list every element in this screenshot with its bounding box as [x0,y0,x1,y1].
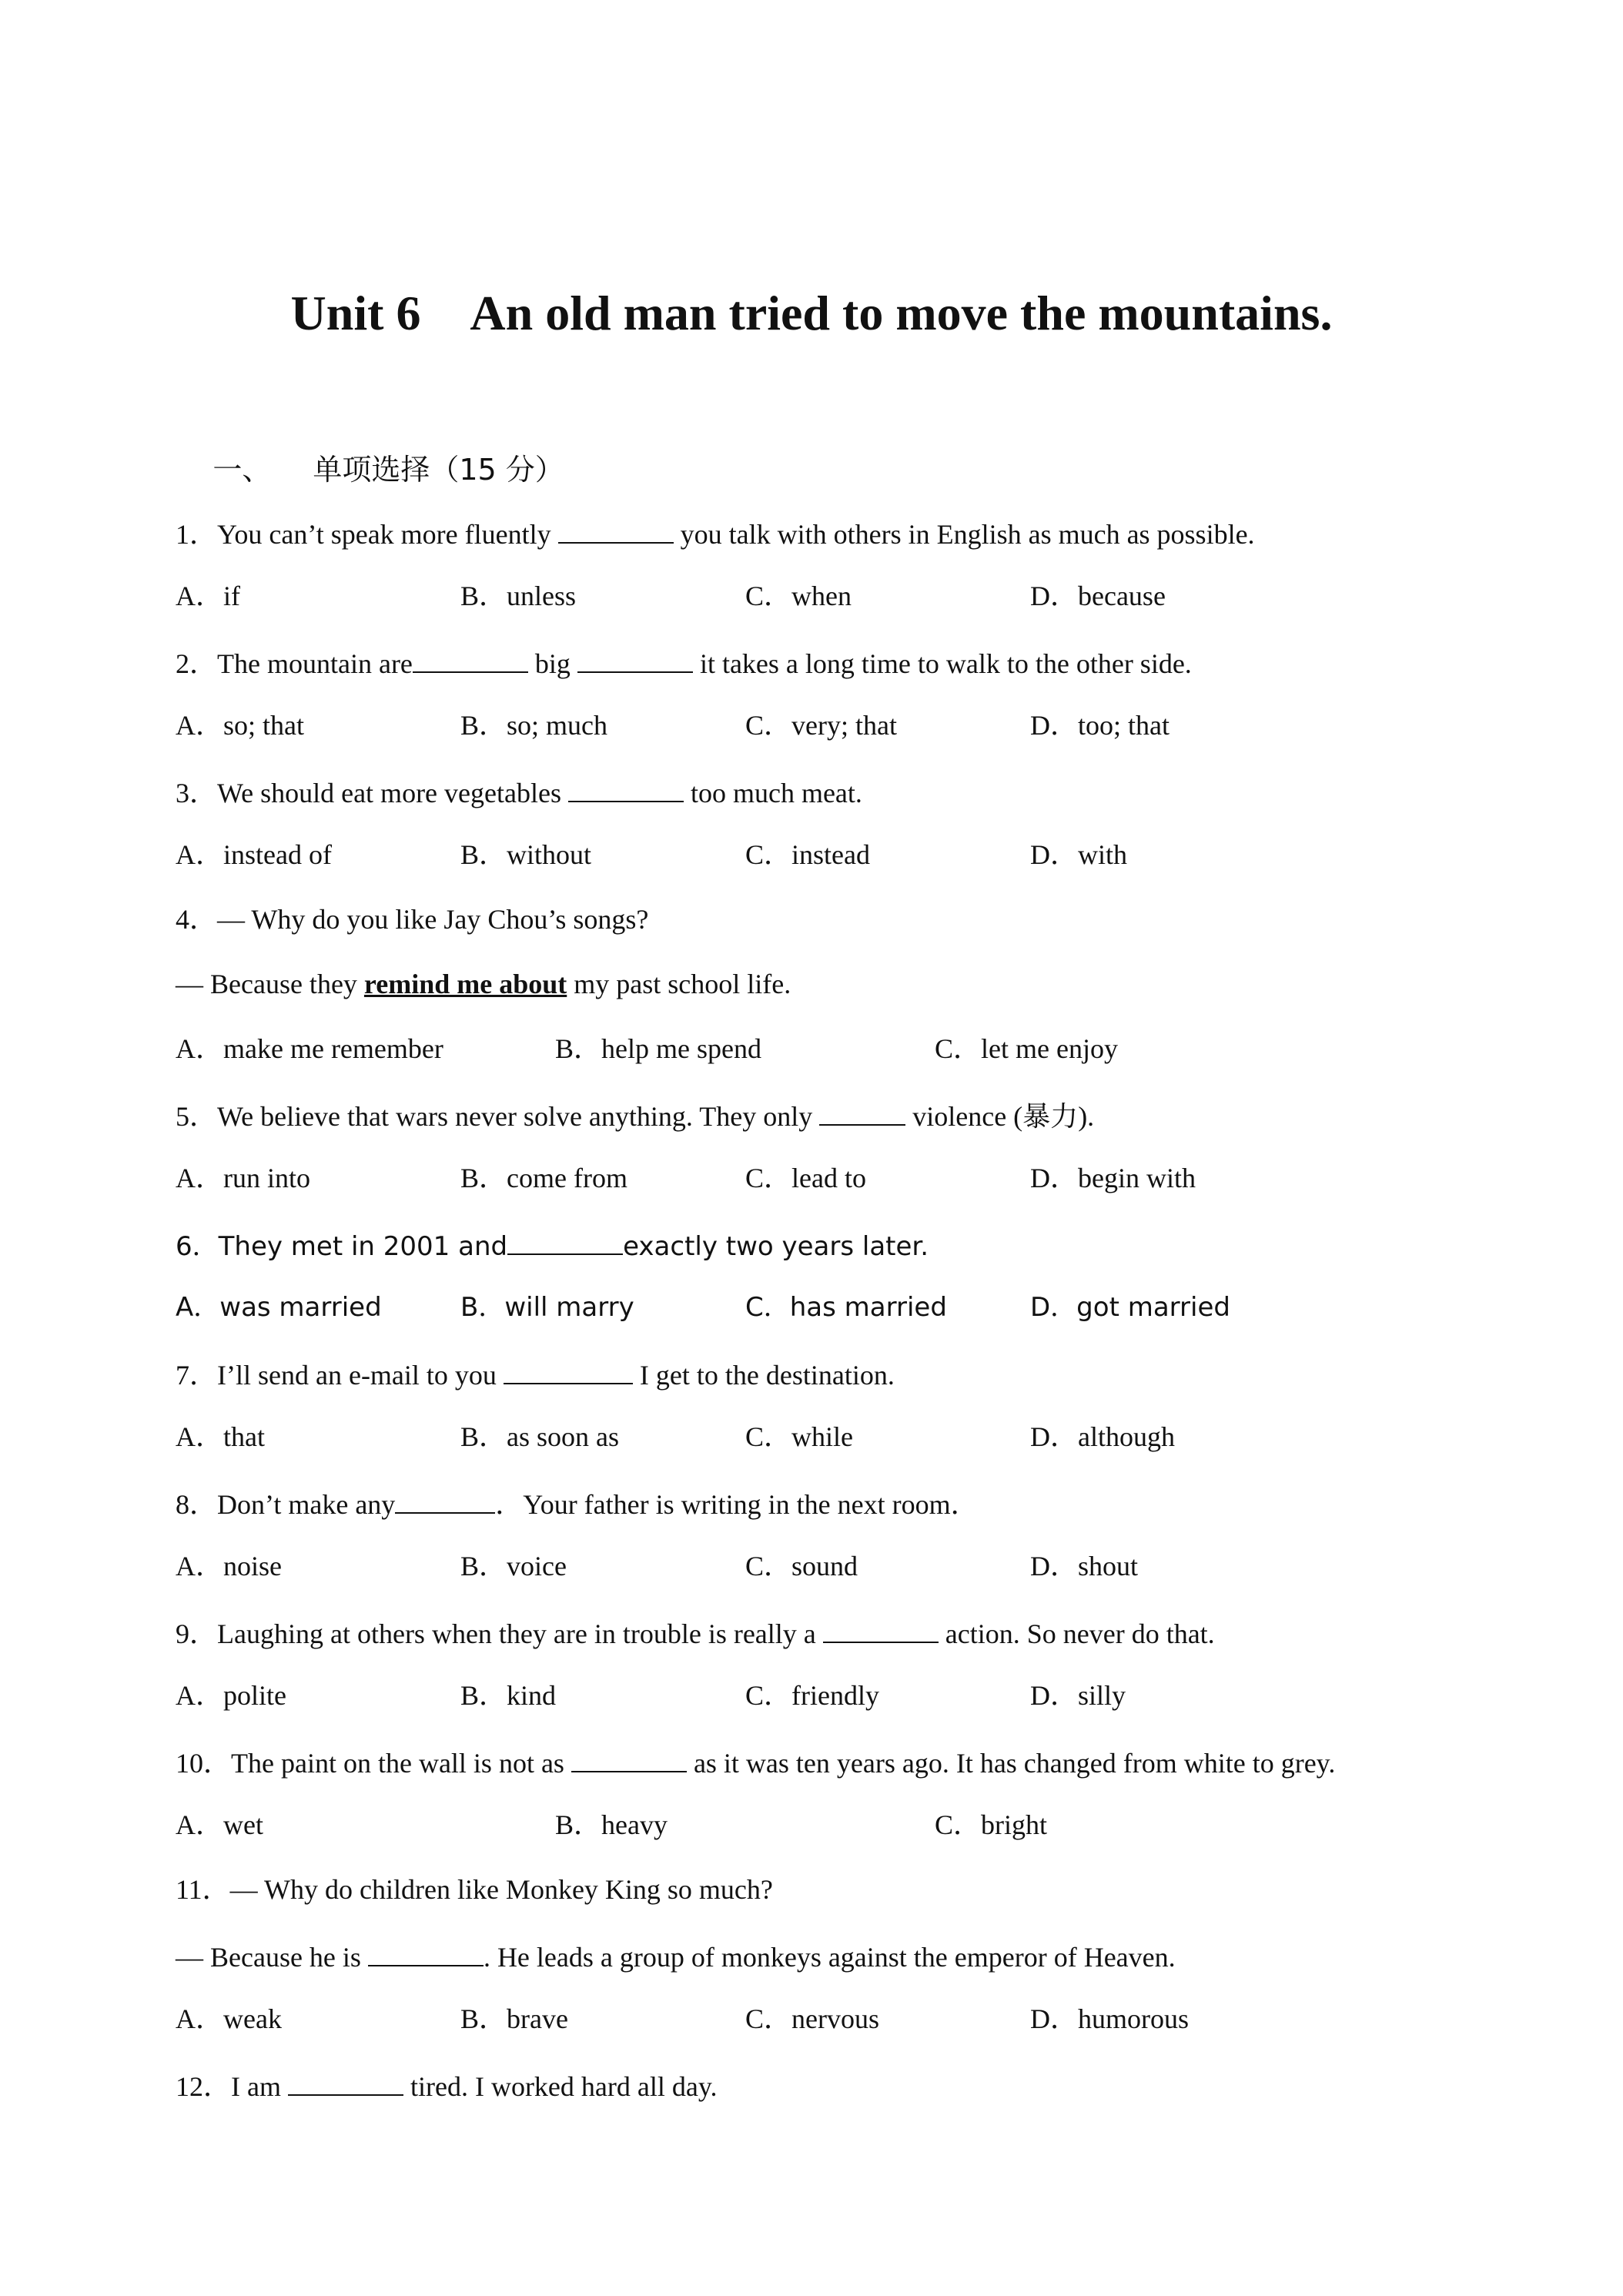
answer-blank [568,767,684,802]
option-d: D．because [1030,581,1166,611]
option-d: D．with [1030,839,1128,870]
option-c: C．when [745,581,852,611]
section-heading [176,412,564,522]
question-4-options [176,1026,1484,1090]
question-1-options [176,573,1484,638]
option-c: C．let me enjoy [935,1033,1118,1064]
option-a: A．was married [176,1292,382,1323]
question-number: 5． [176,1101,218,1132]
option-d: D．silly [1030,1680,1126,1711]
option-b: B．without [460,839,592,870]
question-10: 10．The paint on the wall is not as as it was ten years ago. It has changed from white to grey. [176,1737,1484,1802]
question-6-options [176,1284,1484,1349]
question-number: 2． [176,648,218,679]
answer-blank [558,508,674,544]
answer-blank [504,1349,633,1384]
option-b: B．heavy [555,1809,668,1840]
option-c: C．friendly [745,1680,879,1711]
question-list [176,508,1484,2125]
question-number: 11． [176,1874,230,1905]
option-c: C．while [745,1421,853,1452]
answer-blank [571,1737,687,1772]
option-d: D．too; that [1030,710,1170,741]
option-b: B．will marry [460,1292,634,1323]
option-a: A．so; that [176,710,304,741]
question-9-options [176,1672,1484,1737]
question-3-options [176,832,1484,896]
option-d: D．although [1030,1421,1175,1452]
question-1: 1．You can’t speak more fluently you talk with others in English as much as possible. [176,508,1484,573]
question-4: 4．— Why do you like Jay Chou’s songs? [176,904,649,935]
option-a: A．if [176,581,240,611]
answer-blank [507,1220,623,1255]
question-number: 8． [176,1489,218,1520]
question-4-reply: — Because they remind me about my past school life. [176,969,791,999]
question-number: 1． [176,519,218,550]
answer-blank [368,1931,484,1966]
question-8-options [176,1543,1484,1608]
option-b: B．help me spend [555,1033,761,1064]
question-10-options [176,1802,1484,1866]
answer-blank [577,638,693,673]
option-c: C．lead to [745,1163,866,1193]
section-title: 单项选择（15 分） [313,453,564,487]
option-c: C．instead [745,839,870,870]
option-b: B．unless [460,581,577,611]
option-a: A．that [176,1421,265,1452]
option-a: A．weak [176,2003,282,2034]
question-11-reply: — Because he is . He leads a group of monkeys against the emperor of Heaven. [176,1931,1484,1996]
question-2: 2．The mountain are big it takes a long time to walk to the other side. [176,638,1484,702]
option-d: D．humorous [1030,2003,1189,2034]
option-a: A．wet [176,1809,263,1840]
answer-blank [413,638,528,673]
option-b: B．come from [460,1163,627,1193]
underlined-phrase: remind me about [363,969,567,999]
option-a: A．instead of [176,839,332,870]
option-c: C．nervous [745,2003,879,2034]
question-2-options [176,702,1484,767]
question-11: 11．— Why do children like Monkey King so much? [176,1874,773,1905]
option-a: A．run into [176,1163,310,1193]
question-number: 10． [176,1748,232,1779]
option-a: A．polite [176,1680,286,1711]
option-d: D．begin with [1030,1163,1196,1193]
option-c: C．bright [935,1809,1048,1840]
option-c: C．sound [745,1551,858,1581]
section-number: 一、 [212,453,272,487]
option-b: B．as soon as [460,1421,619,1452]
option-d: D．shout [1030,1551,1139,1581]
question-7-options [176,1414,1484,1478]
question-number: 4． [176,904,218,935]
question-11-options [176,1996,1484,2060]
question-number: 7． [176,1360,218,1391]
option-b: B．kind [460,1680,557,1711]
question-number: 12． [176,2071,232,2102]
option-b: B．so; much [460,710,608,741]
option-a: A．noise [176,1551,282,1581]
option-d: D．got married [1030,1292,1230,1323]
question-8: 8．Don’t make any ．Your father is writing in the next room． [176,1478,1484,1543]
question-number: 6． [176,1231,219,1262]
option-b: B．voice [460,1551,567,1581]
answer-blank [395,1478,495,1514]
answer-blank [823,1608,939,1643]
option-b: B．brave [460,2003,568,2034]
question-12: 12．I am tired. I worked hard all day. [176,2060,1484,2125]
answer-blank [288,2060,403,2096]
option-c: C．very; that [745,710,897,741]
question-7: 7．I’ll send an e-mail to you I get to the destination. [176,1349,1484,1414]
question-6: 6．They met in 2001 and exactly two years later. [176,1220,1484,1284]
question-3: 3．We should eat more vegetables too much meat. [176,767,1484,832]
page-title: Unit 6 An old man tried to move the mountains. [290,286,1333,340]
question-5: 5．We believe that wars never solve anything. They only violence (暴力). [176,1090,1484,1155]
option-c: C．has married [745,1292,947,1323]
question-9: 9．Laughing at others when they are in trouble is really a action. So never do that. [176,1608,1484,1672]
answer-blank [819,1090,905,1126]
option-a: A．make me remember [176,1033,443,1064]
question-number: 3． [176,778,218,808]
question-number: 9． [176,1618,218,1649]
question-5-options [176,1155,1484,1220]
